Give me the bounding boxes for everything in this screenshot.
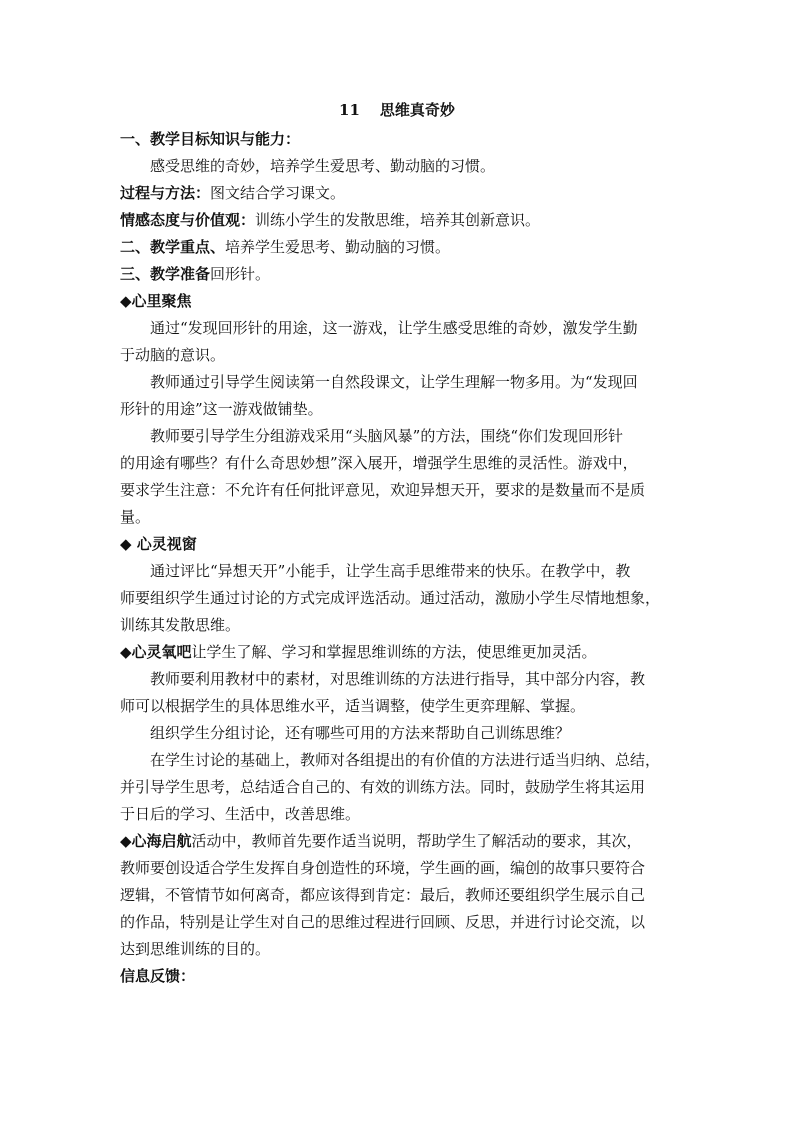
process-method-line: [120, 180, 674, 207]
heart-oxygen-p2-line1: 组织学生分组讨论，还有哪些可用的方法来帮助自己训练思维？: [150, 724, 571, 742]
heart-focus-p1-line2: 于动脑的意识。: [120, 346, 226, 364]
heart-sea-line4: 的作品，特别是让学生对自己的思维过程进行回顾、反思，并进行讨论交流，以: [120, 913, 646, 931]
heart-sea-line5: 达到思维训练的目的。: [120, 940, 271, 958]
section-1-text: 感受思维的奇妙，培养学生爱思考、勤动脑的习惯。: [150, 157, 496, 175]
heart-sea-line3: 逻辑，不管情节如何离奇，都应该得到肯定：最后，教师还要组织学生展示自己: [120, 886, 646, 904]
emotion-attitude-label: 情感态度与价值观：: [120, 211, 256, 229]
emotion-attitude-text: 训练小学生的发散思维，培养其创新意识。: [255, 211, 541, 229]
emotion-attitude-line: [120, 207, 674, 234]
heart-focus-p1-line1: 通过“发现回形针的用途，这一游戏，让学生感受思维的奇妙，激发学生勤: [150, 319, 638, 337]
heart-oxygen-heading-line: [120, 639, 674, 666]
lesson-title: 思维真奇妙: [379, 101, 455, 119]
heart-window-p1-line2: 师要组织学生通过讨论的方式完成评选活动。通过活动，激励小学生尽情地想象，: [120, 589, 661, 607]
heart-focus-p3-line1: 教师要引导学生分组游戏采用“头脑风暴”的方法，围绕“你们发现回形针: [150, 427, 624, 445]
heart-focus-p3-line2: 的用途有哪些？有什么奇思妙想”深入展开，增强学生思维的灵活性。游戏中，: [120, 454, 638, 472]
heart-oxygen-heading-tail: 让学生了解、学习和掌握思维训练的方法，使思维更加灵活。: [191, 643, 597, 661]
section-2-text: 培养学生爱思考、勤动脑的习惯。: [225, 238, 451, 256]
heart-sea-heading: ◆心海启航: [120, 832, 192, 850]
heart-oxygen-p1-line2: 师可以根据学生的具体思维水平，适当调整，使学生更弈理解、掌握。: [120, 697, 586, 715]
section-3-text: 回形针。: [210, 265, 271, 283]
heart-oxygen-p1-line1: 教师要利用教材中的素材，对思维训练的方法进行指导，其中部分内容，教: [150, 670, 646, 688]
heart-window-heading: ◆ 心灵视窗: [120, 535, 197, 553]
heart-focus-p3-line4: 量。: [120, 508, 151, 526]
heart-oxygen-heading: ◆心灵氧吧: [120, 643, 192, 661]
section-2-label: 二、教学重点、: [120, 238, 226, 256]
section-3-line: [120, 261, 674, 288]
section-2-line: [120, 234, 674, 261]
heart-focus-p3-line3: 要求学生注意：不允许有任何批评意见，欢迎异想天开，要求的是数量而不是质: [120, 481, 646, 499]
heart-focus-p2-line1: 教师通过引导学生阅读第一自然段课文，让学生理解一物多用。为“发现回: [150, 373, 638, 391]
process-method-text: 图文结合学习课文。: [210, 184, 346, 202]
page-title: [120, 100, 674, 120]
feedback-label: 信息反馈：: [120, 967, 196, 985]
section-1-heading: 一、教学目标知识与能力：: [120, 130, 301, 148]
heart-oxygen-p3-line3: 于日后的学习、生活中，改善思维。: [120, 805, 361, 823]
heart-sea-line1: [120, 828, 674, 855]
heart-window-p1-line1: 通过评比“异想天开”小能手，让学生高手思维带来的快乐。在教学中，教: [150, 562, 631, 580]
heart-focus-heading: ◆心里聚焦: [120, 292, 192, 310]
heart-oxygen-p3-line1: 在学生讨论的基础上，教师对各组提出的有价值的方法进行适当归纳、总结，: [150, 751, 661, 769]
heart-oxygen-p3-line2: 并引导学生思考，总结适合自己的、有效的训练方法。同时，鼓励学生将其运用: [120, 778, 646, 796]
heart-focus-p2-line2: 形针的用途”这一游戏做铺垫。: [120, 400, 323, 418]
lesson-number: 11: [339, 101, 360, 119]
heart-sea-line2: 教师要创设适合学生发挥自身创造性的环境，学生画的画，编创的故事只要符合: [120, 859, 646, 877]
heart-window-p1-line3: 训练其发散思维。: [120, 616, 241, 634]
section-3-label: 三、教学准备: [120, 265, 211, 283]
heart-sea-line1-tail: 活动中，教师首先要作适当说明，帮助学生了解活动的要求，其次，: [191, 832, 642, 850]
process-method-label: 过程与方法：: [120, 184, 211, 202]
